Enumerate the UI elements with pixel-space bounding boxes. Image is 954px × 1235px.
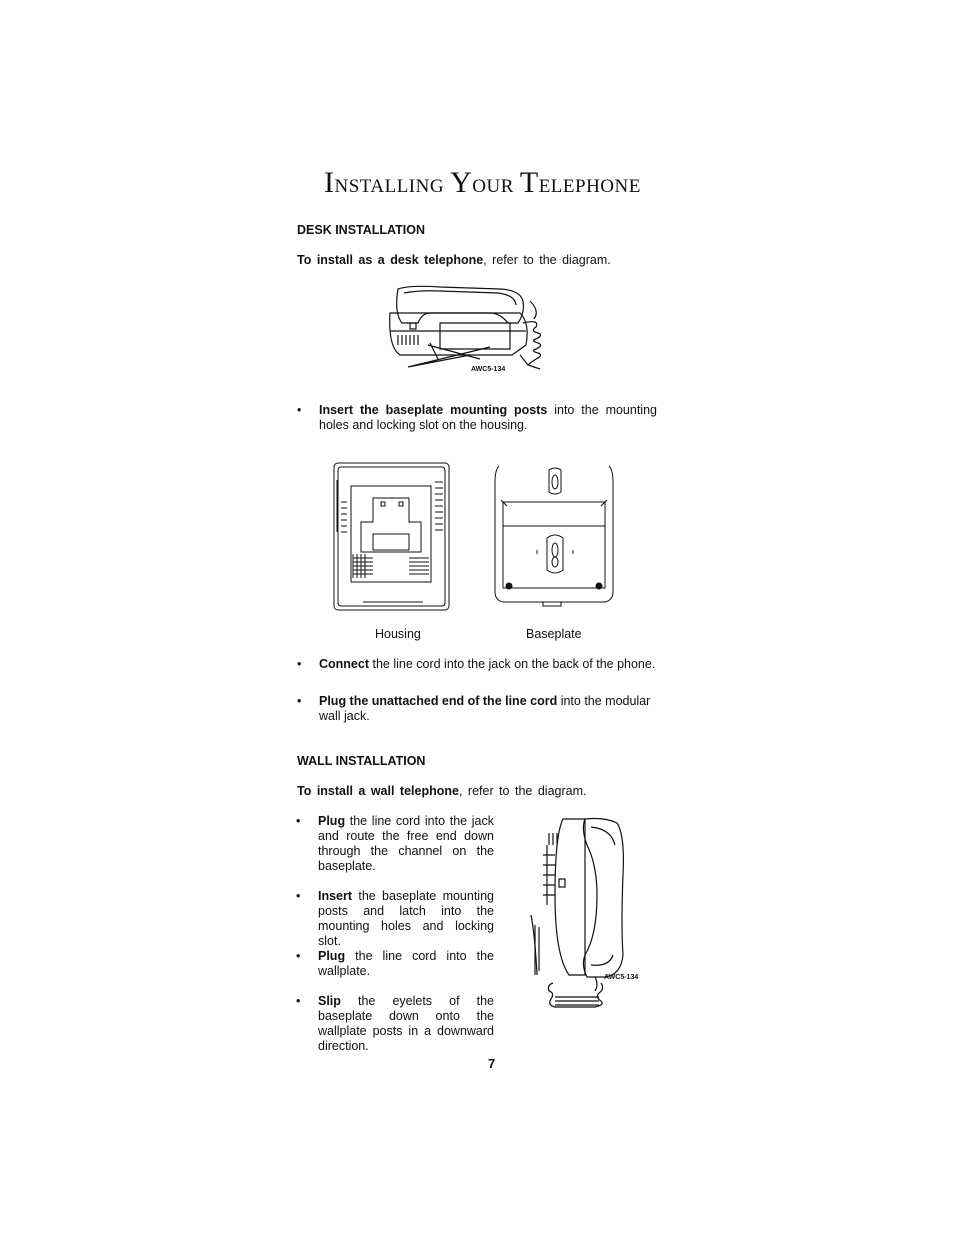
wall-phone-illustration xyxy=(525,815,635,1015)
bullet-dot: • xyxy=(296,889,301,903)
wall-bullet-insert-posts: • Insert the baseplate mounting posts and latch into the mounting holes and locking slot. xyxy=(296,889,494,948)
desk-bullet-plug-line-cord: • Plug the unattached end of the line cord into the modular wall jack. xyxy=(297,694,651,723)
baseplate-illustration xyxy=(493,462,615,607)
page-number: 7 xyxy=(488,1056,496,1071)
bullet-dot: • xyxy=(297,403,302,417)
bullet-dot: • xyxy=(296,814,301,828)
wall-intro: To install a wall telephone, refer to the diagram. xyxy=(297,784,587,798)
bullet-dot: • xyxy=(297,694,302,708)
wall-bullet-slip-eyelets: • Slip the eyelets of the baseplate down onto the wallplate posts in a downward direction. xyxy=(296,994,494,1053)
wall-installation-heading: WALL INSTALLATION xyxy=(297,754,426,768)
bullet-dot: • xyxy=(297,657,302,671)
desk-intro: To install as a desk telephone, refer to the diagram. xyxy=(297,253,611,267)
caption-housing: Housing xyxy=(375,627,421,641)
housing-illustration xyxy=(333,462,451,612)
page-title: INSTALLING YOUR TELEPHONE xyxy=(324,166,641,199)
desk-figure-code: AWC5-134 xyxy=(471,366,506,373)
desk-bullet-insert-posts: • Insert the baseplate mounting posts into the mounting holes and locking slot on the housing. xyxy=(297,403,657,432)
wall-figure-code: AWC5-134 xyxy=(604,974,639,981)
bullet-dot: • xyxy=(296,949,301,963)
wall-bullet-plug-wallplate: • Plug the line cord into the wallplate. xyxy=(296,949,494,978)
desk-bullet-connect: • Connect the line cord into the jack on the back of the phone. xyxy=(297,657,656,671)
bullet-dot: • xyxy=(296,994,301,1008)
desk-installation-heading: DESK INSTALLATION xyxy=(297,223,426,237)
caption-baseplate: Baseplate xyxy=(526,627,582,641)
desk-phone-illustration xyxy=(380,283,560,378)
wall-bullet-plug-jack: • Plug the line cord into the jack and route the free end down through the channel on the baseplate. xyxy=(296,814,494,873)
